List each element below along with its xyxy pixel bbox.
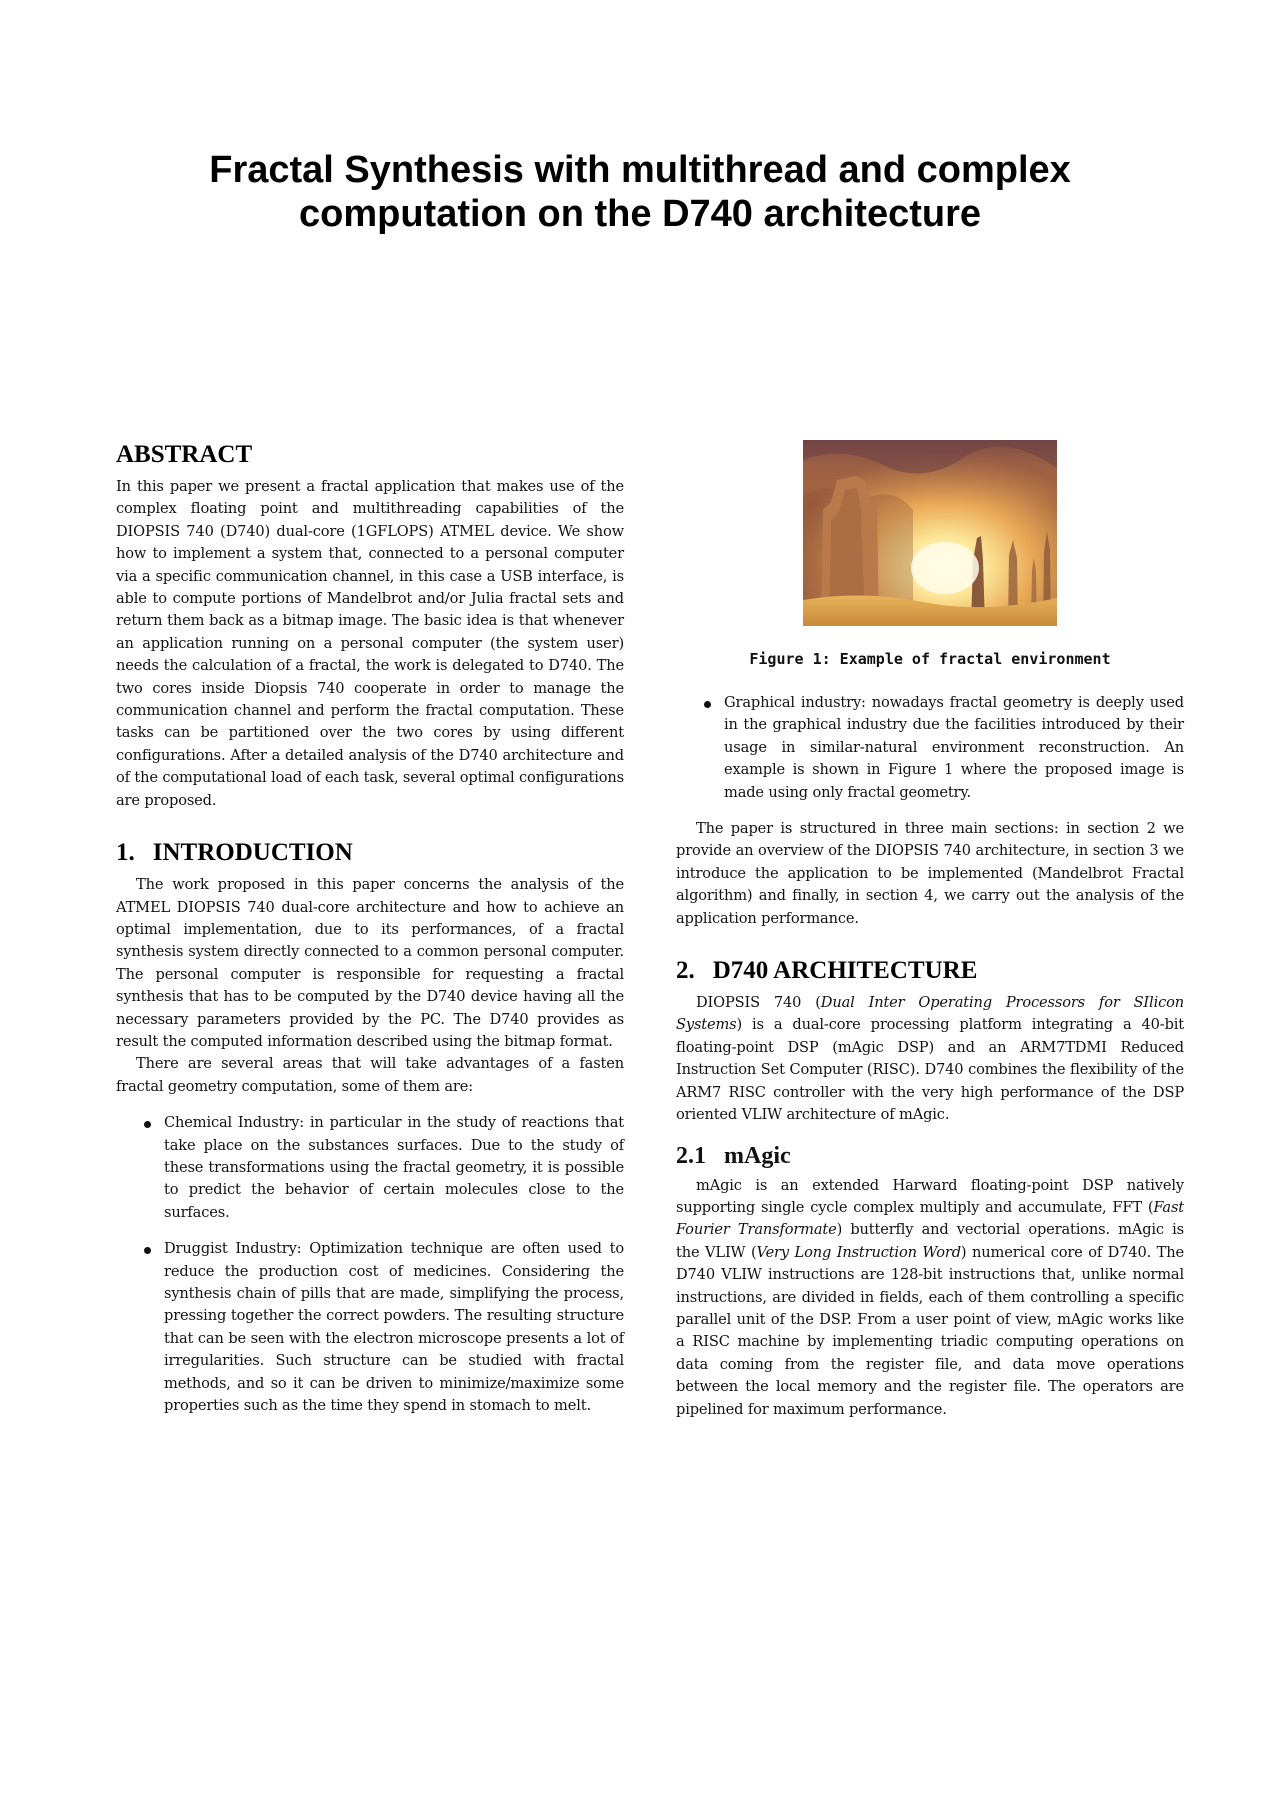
subsection-title: mAgic [724,1142,791,1169]
abstract-heading: ABSTRACT [116,441,253,468]
list-item [676,692,1184,804]
paper-title [140,148,1140,236]
fractal-environment-image [803,440,1057,626]
magic-italic-vliw: Very Long Instruction Word [756,1243,961,1261]
architecture-heading [676,956,1184,986]
magic-italic-fft: Fast Fourier Transformate [676,1198,1184,1239]
graphical-industry-list [676,692,1184,804]
abstract-text: In this paper we present a fractal application that makes use of the complex floating point and multithreading capabilities of the DIOPSIS 740 (D740) dual-core (1GFLOPS) ATMEL device. We show how to implement a system that, connected to a personal computer via a specific communication channel, in this case a USB interface, is able to compute portions of Mandelbrot and/or Julia fractal sets and return them back as a bitmap image. The basic idea is that whenever an application running on a personal computer (the system user) needs the calculation of a fractal, the work is delegated to D740. The two cores inside Diopsis 740 cooperate in order to manage the communication channel and perform the fractal computation. These tasks can be partitioned over the two cores by using different configurations. After a detailed analysis of the D740 architecture and of the computational load of each task, several optimal configurations are proposed. [116,478,624,809]
bullet-icon [144,1247,151,1254]
magic-text-1: mAgic is an extended Harward floating-point DSP natively supporting single cycle complex multiply and accumulate, FFT ( [676,1176,1184,1216]
section-title: D740 ARCHITECTURE [712,957,978,985]
magic-text-3: ) numerical core of D740. The D740 VLIW instructions are 128-bit instructions that, unlike normal instructions, are divided in fields, each of them controlling a specific parallel unit of the DSP. From a user point of view, mAgic works like a RISC machine by implementing triadic computing operations on data coming from the register file, and data move operations between the local memory and the register file. The operators are pipelined for maximum performance. [676,1243,1184,1418]
bullet-icon [704,701,711,708]
left-column [116,440,624,1431]
industry-list [116,1112,624,1417]
structure-paragraph: The paper is structured in three main sections: in section 2 we provide an overview of the DIOPSIS 740 architecture, in section 3 we introduce the application to be implemented (Mandelbrot Fractal algorithm) and finally, in section 4, we carry out the analysis of the application performance. [676,820,1184,927]
subsection-number: 2.1 [676,1142,706,1169]
bullet-icon [144,1121,151,1128]
title-line-2: computation on the D740 architecture [298,193,981,235]
architecture-text-rest: ) is a dual-core processing platform integrating a 40-bit floating-point DSP (mAgic DSP) and an ARM7TDMI Reduced Instruction Set Computer (RISC). D740 combines the flexibility of the ARM7 RISC controller with the very high performance of the DSP oriented VLIW architecture of mAgic. [676,1016,1184,1124]
architecture-acronym-expansion: Dual Inter Operating Processors for SIlicon Systems [676,994,1184,1034]
section-number: 1. [116,839,135,867]
list-item [116,1238,624,1417]
intro-paragraph-2: There are several areas that will take advantages of a fasten fractal geometry computation, some of them are: [116,1055,624,1095]
section-number: 2. [676,957,695,985]
intro-paragraph-1: The work proposed in this paper concerns the analysis of the ATMEL DIOPSIS 740 dual-core architecture and how to achieve an optimal implementation, due to its performances, of a fractal synthesis system directly connected to a common personal computer. The personal computer is responsible for requesting a fractal synthesis that has to be computed by the D740 device having all the necessary parameters provided by the PC. The D740 provides as result the computed information described using the bitmap format. [116,876,624,1050]
fractal-landscape-picture [803,440,1057,626]
figure-caption: Figure 1: Example of fractal environment [749,650,1111,668]
magic-heading [676,1141,1184,1171]
magic-paragraph [676,1175,1184,1421]
architecture-paragraph [676,992,1184,1126]
list-item-text: Graphical industry: nowadays fractal geometry is deeply used in the graphical industry due the facilities introduced by their usage in similar-natural environment reconstruction. An example is shown in Figure 1 where the proposed image is made using only fractal geometry. [724,694,1184,801]
list-item [116,1112,624,1224]
list-item-text: Chemical Industry: in particular in the study of reactions that take place on the substances surfaces. Due to the study of these transformations using the fractal geometry, it is possible to predict the behavior of certain molecules close to the surfaces. [164,1114,624,1221]
architecture-text-start: DIOPSIS 740 ( [696,994,821,1012]
title-line-1: Fractal Synthesis with multithread and complex [209,149,1071,191]
right-column [676,440,1184,1421]
list-item-text: Druggist Industry: Optimization technique are often used to reduce the production cost of medicines. Considering the synthesis chain of pills that are made, simplifying the process, pressing together the correct powders. The resulting structure that can be seen with the electron microscope presents a lot of irregularities. Such structure can be studied with fractal methods, and so it can be driven to minimize/maximize some properties such as the time they spend in stomach to melt. [164,1240,624,1415]
section-title: INTRODUCTION [152,839,353,867]
magic-text-2: ) butterfly and vectorial operations. mAgic is the VLIW ( [676,1221,1185,1261]
introduction-heading [116,838,624,868]
